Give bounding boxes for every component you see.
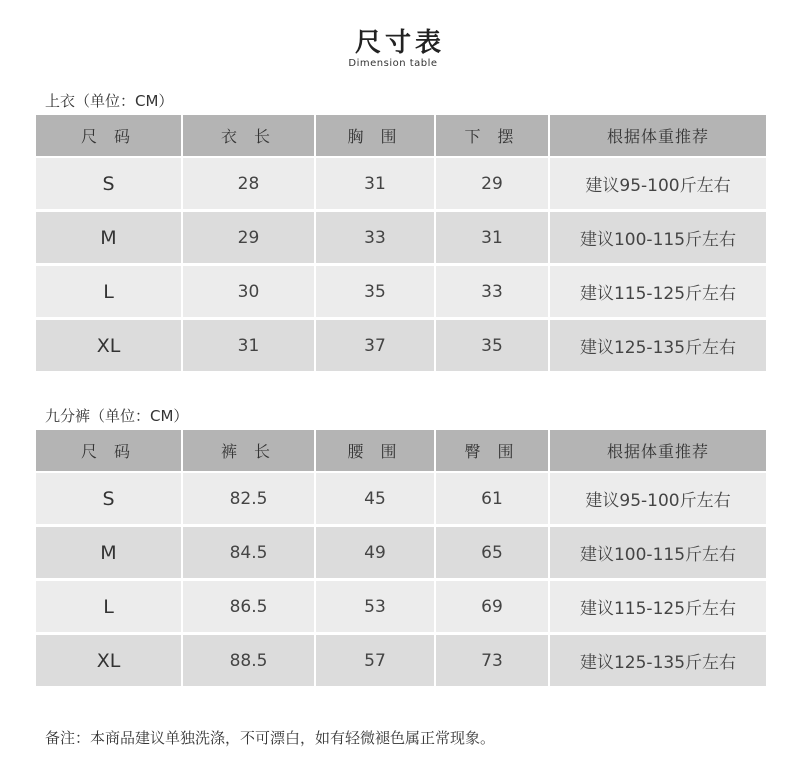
header-waist: 腰 围	[315, 430, 435, 472]
table-row	[36, 634, 766, 687]
top-size-table	[36, 115, 766, 371]
pants-size-table	[36, 430, 766, 686]
weight-recommendation-cell: 建议95-100斤左右	[549, 472, 766, 526]
size-cell: XL	[36, 634, 182, 687]
weight-recommendation-cell: 建议115-125斤左右	[549, 265, 766, 319]
hip-cell: 61	[435, 472, 549, 526]
weight-recommendation-cell: 建议100-115斤左右	[549, 211, 766, 265]
table-header-row	[36, 115, 766, 157]
hip-cell: 73	[435, 634, 549, 687]
size-cell: M	[36, 211, 182, 265]
table-row	[36, 526, 766, 580]
hem-cell: 31	[435, 211, 549, 265]
page-title: 尺寸表	[354, 28, 445, 58]
pants-length-cell: 84.5	[182, 526, 315, 580]
hip-cell: 65	[435, 526, 549, 580]
hip-cell: 69	[435, 580, 549, 634]
hem-cell: 33	[435, 265, 549, 319]
care-note: 备注：本商品建议单独洗涤，不可漂白，如有轻微褪色属正常现象。	[45, 729, 496, 747]
header-weight-recommendation: 根据体重推荐	[549, 430, 766, 472]
length-cell: 28	[182, 157, 315, 211]
weight-recommendation-cell: 建议115-125斤左右	[549, 580, 766, 634]
hem-cell: 35	[435, 319, 549, 372]
header-size: 尺 码	[36, 430, 182, 472]
page-subtitle: Dimension table	[348, 58, 438, 69]
weight-recommendation-cell: 建议125-135斤左右	[549, 319, 766, 372]
weight-recommendation-cell: 建议100-115斤左右	[549, 526, 766, 580]
length-cell: 30	[182, 265, 315, 319]
pants-length-cell: 82.5	[182, 472, 315, 526]
header-weight-recommendation: 根据体重推荐	[549, 115, 766, 157]
table-header-row	[36, 430, 766, 472]
table-row	[36, 211, 766, 265]
length-cell: 31	[182, 319, 315, 372]
pants-section-label: 九分裤（单位：CM）	[45, 407, 189, 425]
weight-recommendation-cell: 建议125-135斤左右	[549, 634, 766, 687]
size-cell: L	[36, 580, 182, 634]
chest-cell: 37	[315, 319, 435, 372]
size-cell: S	[36, 472, 182, 526]
size-cell: L	[36, 265, 182, 319]
table-row	[36, 157, 766, 211]
waist-cell: 53	[315, 580, 435, 634]
size-cell: M	[36, 526, 182, 580]
waist-cell: 57	[315, 634, 435, 687]
top-section-label: 上衣（单位：CM）	[45, 92, 174, 110]
pants-length-cell: 86.5	[182, 580, 315, 634]
chest-cell: 33	[315, 211, 435, 265]
size-cell: S	[36, 157, 182, 211]
header-chest: 胸 围	[315, 115, 435, 157]
chest-cell: 31	[315, 157, 435, 211]
waist-cell: 45	[315, 472, 435, 526]
header-size: 尺 码	[36, 115, 182, 157]
waist-cell: 49	[315, 526, 435, 580]
length-cell: 29	[182, 211, 315, 265]
table-row	[36, 472, 766, 526]
header-length: 衣 长	[182, 115, 315, 157]
table-row	[36, 265, 766, 319]
weight-recommendation-cell: 建议95-100斤左右	[549, 157, 766, 211]
hem-cell: 29	[435, 157, 549, 211]
header-pants-length: 裤 长	[182, 430, 315, 472]
chest-cell: 35	[315, 265, 435, 319]
pants-length-cell: 88.5	[182, 634, 315, 687]
table-row	[36, 319, 766, 372]
table-row	[36, 580, 766, 634]
size-cell: XL	[36, 319, 182, 372]
header-hem: 下 摆	[435, 115, 549, 157]
header-hip: 臀 围	[435, 430, 549, 472]
